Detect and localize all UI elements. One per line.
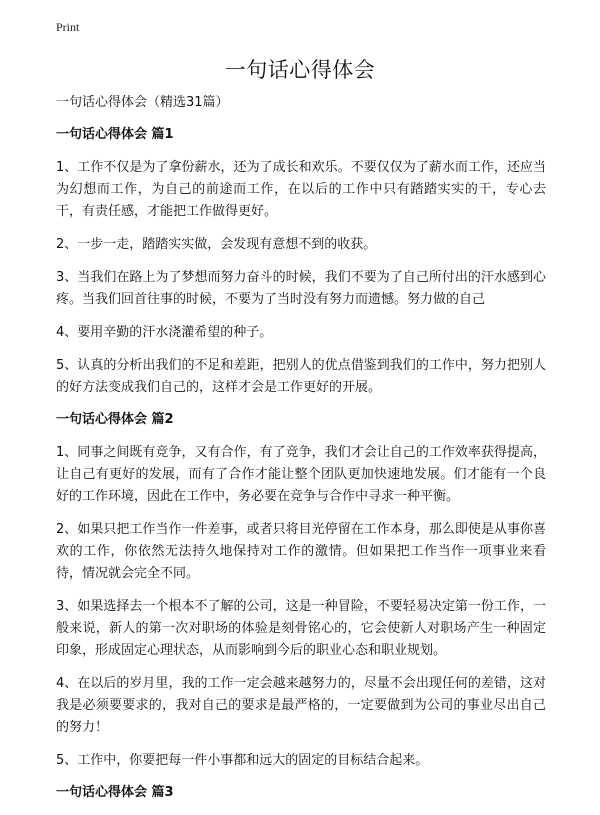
section-heading: 一句话心得体会 篇1 [56, 127, 174, 142]
paragraph: 1、工作不仅是为了拿份薪水，还为了成长和欢乐。不要仅仅为了薪水而工作，还应当为幻想而工作，为自己的前途而工作，在以后的工作中只有踏踏实实的干，专心去干，有责任感，才能把工作做得更好。 [56, 160, 546, 219]
document-body [56, 93, 546, 815]
paragraph: 3、如果选择去一个根本不了解的公司，这是一种冒险，不要轻易决定第一份工作，一般来说，新人的第一次对职场的体验是刻骨铭心的，它会使新人对职场产生一种固定印象，形成固定心理状态，从而影响到今后的职业心态和职业规划。 [56, 599, 546, 658]
paragraph: 3、当我们在路上为了梦想而努力奋斗的时候，我们不要为了自己所付出的汗水感到心疼。当我们回首往事的时候，不要为了当时没有努力而遗憾。努力做的自己 [56, 270, 546, 307]
paragraph: 1、同事之间既有竞争，又有合作，有了竞争，我们才会让自己的工作效率获得提高，让自己有更好的发展，而有了合作才能让整个团队更加快速地发展。们才能有一个良好的工作环境，因此在工作中，务必要在竞争与合作中寻求一种平衡。 [56, 445, 546, 504]
paragraph: 2、一步一走，踏踏实实做，会发现有意想不到的收获。 [56, 237, 377, 252]
paragraph: 2、如果只把工作当作一件差事，或者只将目光停留在工作本身，那么即使是从事你喜欢的工作，你依然无法持久地保持对工作的激情。但如果把工作当作一项事业来看待，情况就会完全不同。 [56, 522, 546, 581]
paragraph: 5、认真的分析出我们的不足和差距，把别人的优点借鉴到我们的工作中，努力把别人的好方法变成我们自己的，这样才会是工作更好的开展。 [56, 358, 546, 395]
paragraph: 4、要用辛勤的汗水浇灌希望的种子。 [56, 325, 273, 340]
document-subtitle: 一句话心得体会（精选31篇） [56, 95, 229, 110]
paragraph: 4、在以后的岁月里，我的工作一定会越来越努力的，尽量不会出现任何的差错，这对我是必须要要求的，我对自己的要求是最严格的，一定要做到为公司的事业尽出自己的努力！ [56, 676, 546, 735]
page-title: 一句话心得体会 [224, 58, 376, 82]
print-link[interactable]: Print [56, 20, 80, 34]
section-heading: 一句话心得体会 篇2 [56, 412, 174, 427]
paragraph: 5、工作中，你要把每一件小事都和远大的固定的目标结合起来。 [56, 753, 429, 768]
section-heading: 一句话心得体会 篇3 [56, 785, 174, 800]
